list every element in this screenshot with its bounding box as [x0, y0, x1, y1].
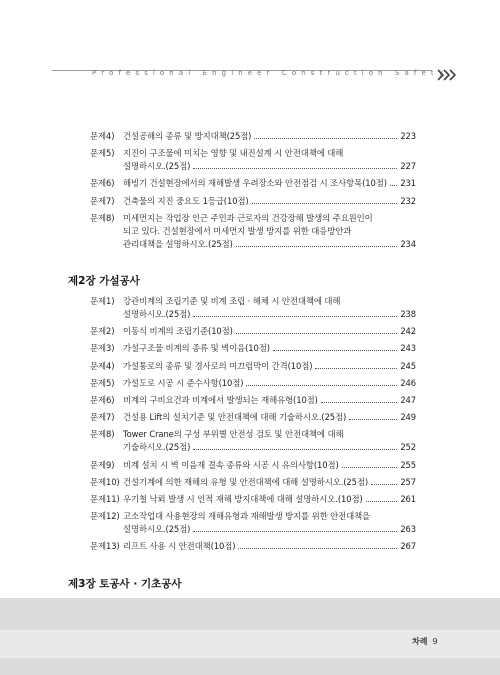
page-header	[0, 0, 500, 92]
entry-title-line: Tower Crane의 구성 부위별 안전성 검토 및 안전대책에 대해	[123, 429, 344, 440]
dot-leader	[252, 203, 398, 204]
question-number: 문제1)	[90, 296, 115, 306]
page-number: 231	[400, 178, 416, 189]
entry-title-line: 건설용 Lift의 설치기준 및 안전대책에 대해 기술하시오.(25점)	[123, 412, 347, 423]
toc-entry[interactable]	[90, 325, 416, 338]
dot-leader	[193, 531, 397, 532]
toc-entry[interactable]	[90, 459, 416, 472]
entry-title-line: 해빙기 건설현장에서의 재해발생 우려장소와 안전점검 시 조사항목(10점)	[123, 178, 387, 189]
entry-title-line: 리프트 사용 시 안전대책(10점)	[123, 541, 236, 552]
dot-leader	[238, 548, 397, 549]
chapter-heading: 제3장 토공사 · 기초공사	[68, 577, 182, 590]
page-number: 246	[400, 377, 416, 388]
dot-leader	[254, 138, 397, 139]
dot-leader	[236, 246, 398, 247]
dot-leader	[390, 185, 397, 186]
entry-title-line: 비계 설치 시 벽 이음재 결속 종류와 시공 시 유의사항(10점)	[123, 459, 339, 470]
toc-entry[interactable]	[90, 177, 416, 190]
question-number: 문제8)	[90, 429, 115, 440]
footer-page-number: 9	[432, 637, 438, 646]
toc-entry[interactable]	[90, 540, 416, 553]
question-number: 문제5)	[90, 148, 115, 159]
question-number: 문제6)	[90, 178, 115, 189]
question-number: 문제6)	[90, 395, 115, 405]
page-number: 242	[400, 326, 416, 337]
toc-entry[interactable]	[90, 342, 416, 355]
dot-leader	[273, 350, 397, 351]
entry-title-line: 설명하시오.(25점)	[123, 309, 191, 319]
footer-section-label: 차례	[412, 637, 428, 646]
question-number: 문제7)	[90, 412, 115, 423]
page-number: 245	[400, 360, 416, 371]
toc-entry[interactable]	[90, 377, 416, 390]
question-number: 문제13)	[90, 541, 120, 552]
running-header-title: Professional Engineer Construction Safety	[92, 69, 448, 77]
question-number: 문제3)	[90, 343, 115, 354]
entry-title-line: 지진이 구조물에 미치는 영향 및 내진설계 시 안전대책에 대해	[123, 148, 344, 159]
entry-title-line: 강관비계의 조립기준 및 비계 조립 · 해체 시 안전대책에 대해	[123, 296, 341, 306]
entry-title-line: 가설구조물 비계의 종류 및 벽이음(10점)	[123, 343, 270, 354]
toc-entry[interactable]	[90, 476, 416, 489]
chevron-right-icon	[436, 68, 458, 82]
page-number: 247	[400, 395, 416, 405]
question-number: 문제12)	[90, 511, 120, 522]
question-number: 문제9)	[90, 459, 115, 470]
entry-title-line: 비계의 구비요건과 비계에서 발생되는 재해유형(10점)	[123, 395, 318, 405]
question-number: 문제8)	[90, 212, 115, 223]
dot-leader	[321, 402, 397, 403]
dot-leader	[193, 168, 397, 169]
page-number: 223	[400, 131, 416, 141]
dot-leader	[315, 368, 397, 369]
toc-entry[interactable]	[90, 147, 416, 173]
entry-title-line: 우기철 낙뢰 발생 시 인적 재해 방지대책에 대해 설명하시오.(10점)	[123, 494, 363, 504]
toc-entry[interactable]	[90, 212, 416, 251]
entry-title-line: 가설통로의 종류 및 경사로의 미끄럼막이 간격(10점)	[123, 360, 313, 371]
chapter-heading: 제2장 가설공사	[68, 275, 140, 287]
entry-title-line: 기술하시오.(25점)	[123, 442, 191, 453]
page-number: 227	[400, 161, 416, 172]
entry-title-line: 가설도로 시공 시 준수사항(10점)	[123, 377, 244, 388]
page-number: 243	[400, 343, 416, 354]
dot-leader	[366, 501, 398, 502]
page-number: 261	[400, 494, 416, 504]
question-number: 문제11)	[90, 494, 120, 504]
entry-title-line: 관리대책을 설명하시오.(25점)	[123, 238, 233, 249]
page-number: 252	[400, 442, 416, 453]
entry-title-line: 고소작업대 사용현장의 재해유형과 재해발생 방지를 위한 안전대책을	[123, 511, 371, 522]
page-number: 267	[400, 541, 416, 552]
entry-title-line: 설명하시오.(25점)	[123, 161, 191, 172]
toc-entry[interactable]	[90, 394, 416, 407]
question-number: 문제5)	[90, 377, 115, 388]
dot-leader	[371, 484, 397, 485]
toc-entry[interactable]	[90, 195, 416, 208]
question-number: 문제2)	[90, 326, 115, 337]
toc-entry[interactable]	[90, 428, 416, 454]
entry-title-line: 건설공해의 종류 및 방지대책(25점)	[123, 131, 252, 141]
question-number: 문제4)	[90, 131, 115, 141]
page-number: 234	[400, 238, 416, 249]
dot-leader	[349, 419, 397, 420]
toc-entry[interactable]	[90, 411, 416, 424]
entry-title-line: 되고 있다. 건설현장에서 미세먼지 발생 방지를 위한 대응방안과	[123, 225, 352, 236]
toc-entry[interactable]	[90, 510, 416, 536]
toc-entry[interactable]	[90, 130, 416, 143]
entry-title-line: 미세먼지는 작업장 인근 주민과 근로자의 건강장해 발생의 주요원인이	[123, 212, 373, 223]
footer-page-label	[412, 636, 438, 647]
toc-entry[interactable]	[90, 493, 416, 506]
entry-title-line: 건설기계에 의한 재해의 유형 및 안전대책에 대해 설명하시오.(25점)	[123, 476, 369, 487]
page-number: 257	[400, 476, 416, 487]
page-number: 232	[400, 195, 416, 206]
dot-leader	[236, 333, 398, 334]
entry-title-line: 이동식 비계의 조립기준(10점)	[123, 326, 233, 337]
dot-leader	[342, 467, 398, 468]
toc-entry[interactable]	[90, 295, 416, 321]
page-number: 249	[400, 412, 416, 423]
dot-leader	[193, 449, 397, 450]
question-number: 문제4)	[90, 360, 115, 371]
entry-title-line: 설명하시오.(25점)	[123, 524, 191, 535]
question-number: 문제10)	[90, 476, 120, 487]
toc-entry[interactable]	[90, 360, 416, 373]
page-number: 238	[400, 309, 416, 319]
dot-leader	[193, 316, 397, 317]
page-number: 255	[400, 459, 416, 470]
question-number: 문제7)	[90, 195, 115, 206]
dot-leader	[246, 385, 397, 386]
entry-title-line: 건축물의 지진 중요도 1등급(10점)	[123, 195, 249, 206]
page-number: 263	[400, 524, 416, 535]
